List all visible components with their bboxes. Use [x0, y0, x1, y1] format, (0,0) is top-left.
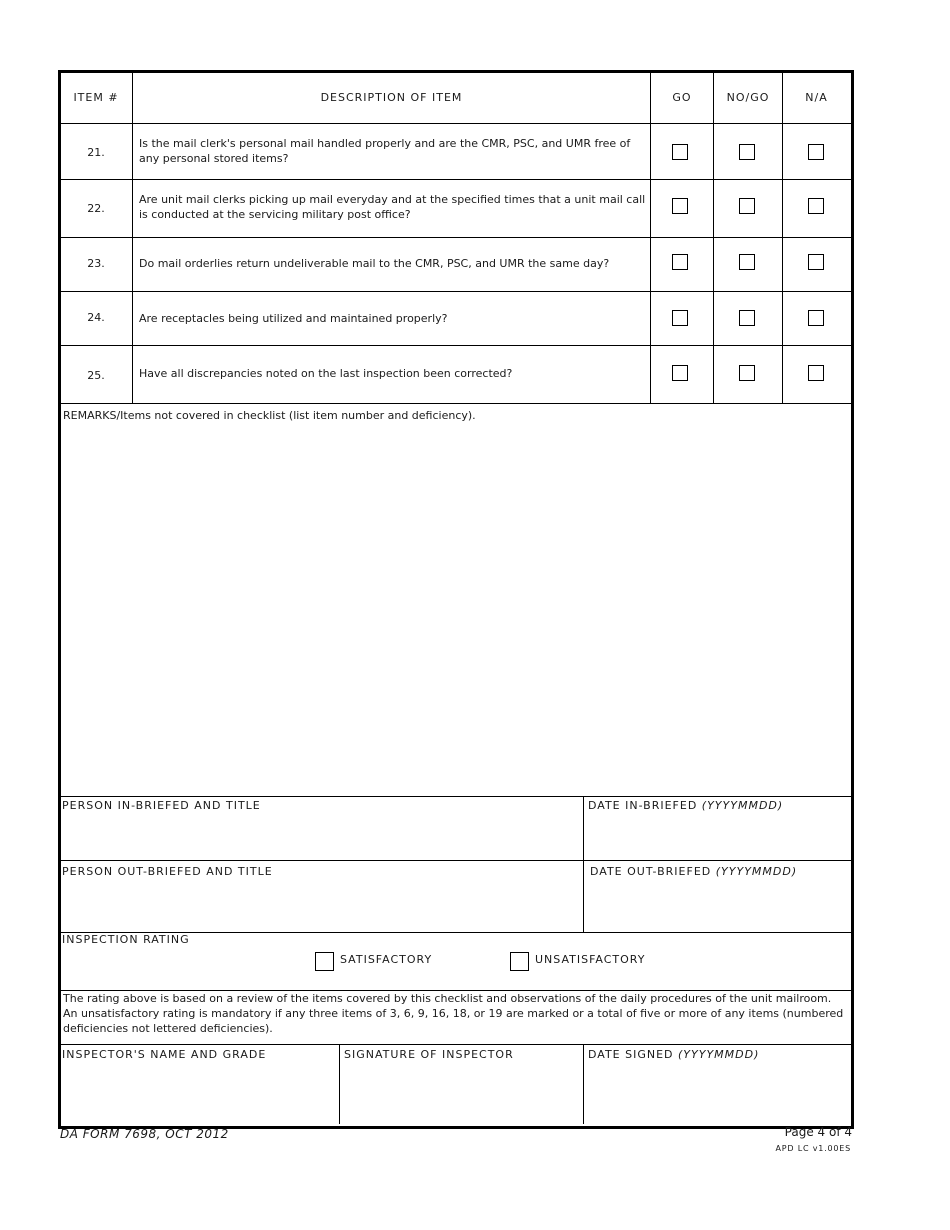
- column-divider: [650, 72, 651, 403]
- inspector-name-field[interactable]: [61, 1063, 337, 1122]
- date-signed-field[interactable]: [586, 1063, 848, 1122]
- signature-label: SIGNATURE OF INSPECTOR: [344, 1048, 514, 1061]
- person-in-briefed-label: PERSON IN-BRIEFED AND TITLE: [62, 799, 261, 812]
- header-item: ITEM #: [73, 91, 119, 104]
- briefing-divider: [58, 860, 851, 861]
- row-number: 24.: [87, 311, 105, 324]
- signature-column-divider: [339, 1044, 340, 1124]
- column-divider: [782, 72, 783, 403]
- column-divider: [713, 72, 714, 403]
- go-checkbox[interactable]: [672, 254, 688, 270]
- go-checkbox[interactable]: [672, 144, 688, 160]
- row-number: 22.: [87, 202, 105, 215]
- header-nogo: NO/GO: [726, 91, 770, 104]
- person-out-briefed-field[interactable]: [61, 880, 581, 930]
- nogo-checkbox[interactable]: [739, 310, 755, 326]
- header-description: DESCRIPTION OF ITEM: [320, 91, 463, 104]
- go-checkbox[interactable]: [672, 310, 688, 326]
- form-id: DA FORM 7698, OCT 2012: [60, 1127, 229, 1141]
- date-signed-label: DATE SIGNED (YYYYMMDD): [588, 1048, 760, 1061]
- page-number: Page 4 of 4: [784, 1125, 852, 1139]
- table-bottom-divider: [58, 403, 851, 404]
- unsatisfactory-checkbox[interactable]: [510, 952, 529, 971]
- nogo-checkbox[interactable]: [739, 144, 755, 160]
- remarks-field[interactable]: [61, 426, 848, 794]
- na-checkbox[interactable]: [808, 144, 824, 160]
- row-description: Have all discrepancies noted on the last inspection been corrected?: [139, 367, 513, 380]
- row-description: Are receptacles being utilized and maintained properly?: [139, 312, 448, 325]
- inspection-rating-label: INSPECTION RATING: [62, 933, 190, 946]
- unsatisfactory-label: UNSATISFACTORY: [535, 953, 646, 966]
- na-checkbox[interactable]: [808, 310, 824, 326]
- header-na: N/A: [805, 91, 828, 104]
- nogo-checkbox[interactable]: [739, 198, 755, 214]
- row-number: 25.: [87, 369, 105, 382]
- date-out-briefed-label: DATE OUT-BRIEFED (YYYYMMDD): [590, 865, 798, 878]
- note-divider: [58, 1044, 851, 1045]
- na-checkbox[interactable]: [808, 365, 824, 381]
- row-divider: [58, 345, 851, 346]
- version-label: APD LC v1.00ES: [775, 1144, 851, 1153]
- header-go: GO: [672, 91, 692, 104]
- satisfactory-checkbox[interactable]: [315, 952, 334, 971]
- column-divider: [132, 72, 133, 403]
- go-checkbox[interactable]: [672, 198, 688, 214]
- header-divider: [58, 123, 851, 124]
- row-divider: [58, 291, 851, 292]
- satisfactory-label: SATISFACTORY: [340, 953, 433, 966]
- remarks-bottom-divider: [58, 796, 851, 797]
- row-number: 23.: [87, 257, 105, 270]
- row-description: Is the mail clerk's personal mail handled properly and are the CMR, PSC, and UMR free of any personal stored items?: [139, 137, 631, 165]
- row-description: Do mail orderlies return undeliverable mail to the CMR, PSC, and UMR the same day?: [139, 257, 610, 270]
- date-in-briefed-field[interactable]: [586, 814, 848, 858]
- person-in-briefed-field[interactable]: [61, 814, 581, 858]
- signature-column-divider: [583, 1044, 584, 1124]
- date-in-briefed-label: DATE IN-BRIEFED (YYYYMMDD): [588, 799, 784, 812]
- inspector-name-label: INSPECTOR'S NAME AND GRADE: [62, 1048, 267, 1061]
- row-divider: [58, 179, 851, 180]
- rating-note: The rating above is based on a review of the items covered by this checklist and observations of the daily procedures of the unit mailroom. An unsatisfactory rating is mandatory if any three items of 3, 6, 9, 16, 18, or 19 are marked or a total of five or more of any items (numbered deficiencies not lettered deficiencies).: [63, 992, 844, 1035]
- person-out-briefed-label: PERSON OUT-BRIEFED AND TITLE: [62, 865, 273, 878]
- go-checkbox[interactable]: [672, 365, 688, 381]
- remarks-label: REMARKS/Items not covered in checklist (list item number and deficiency).: [63, 409, 476, 422]
- row-number: 21.: [87, 146, 105, 159]
- date-out-briefed-field[interactable]: [586, 880, 848, 930]
- na-checkbox[interactable]: [808, 198, 824, 214]
- signature-field[interactable]: [342, 1063, 581, 1122]
- na-checkbox[interactable]: [808, 254, 824, 270]
- row-description: Are unit mail clerks picking up mail everyday and at the specified times that a unit mail call is conducted at the servicing military post office?: [139, 193, 646, 221]
- row-divider: [58, 237, 851, 238]
- briefing-column-divider: [583, 796, 584, 932]
- nogo-checkbox[interactable]: [739, 365, 755, 381]
- nogo-checkbox[interactable]: [739, 254, 755, 270]
